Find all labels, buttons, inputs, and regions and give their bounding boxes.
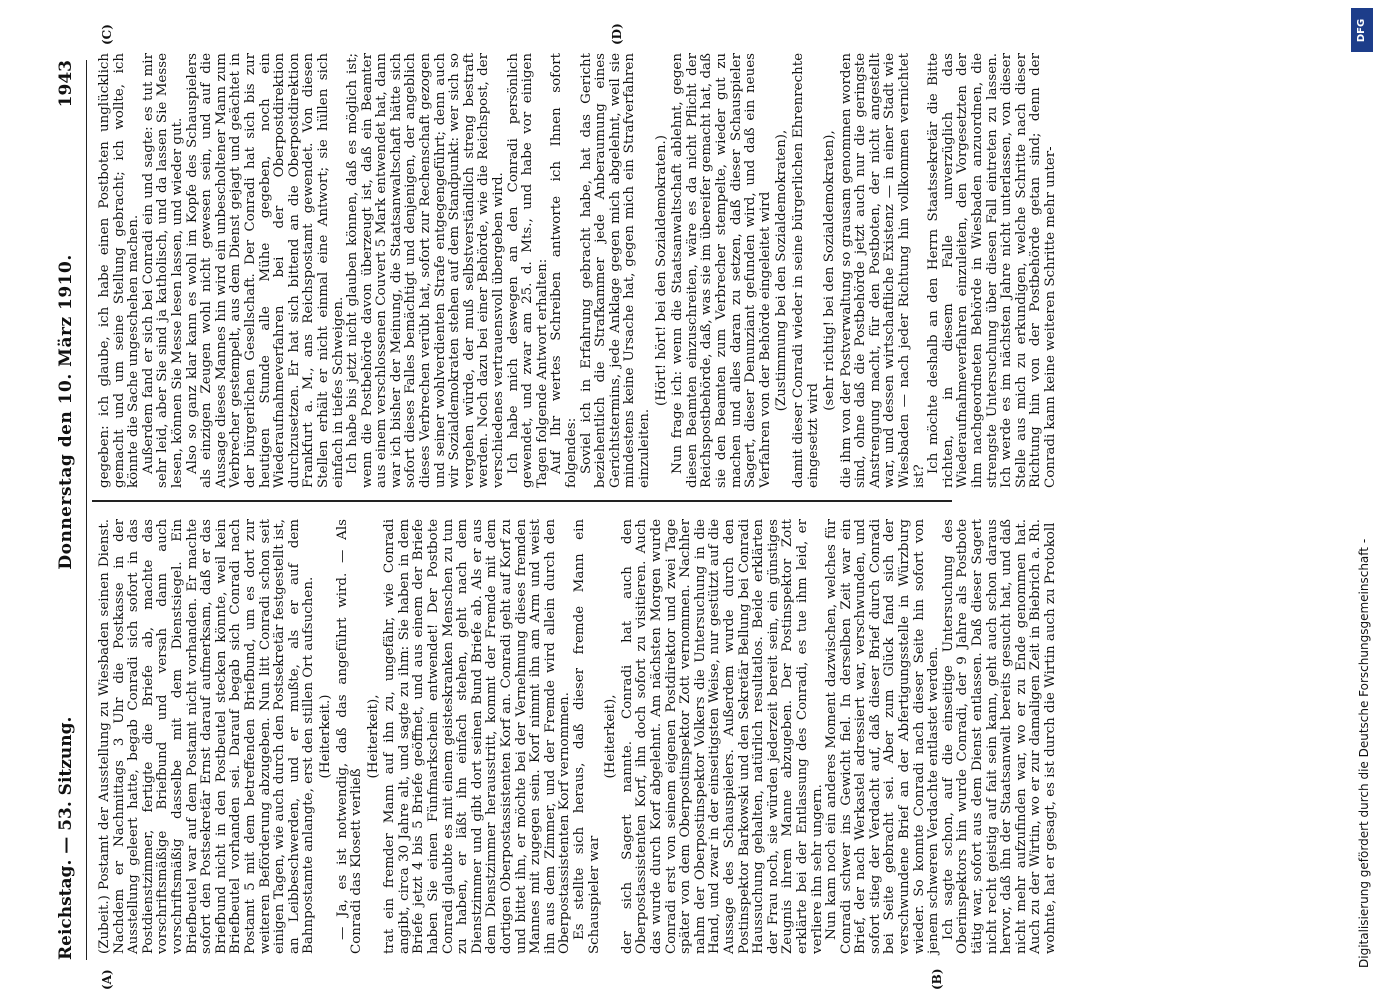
paragraph: gegeben: ich glaube, ich habe einen Postboten unglücklich gemacht und um seine Stellung gebracht; ich wollte, ich könnte die Sache ungeschehen machen. — [97, 53, 142, 488]
header-date: Donnerstag den 10. März 1910. — [56, 254, 76, 570]
dfg-logo: DFG — [1351, 8, 1373, 52]
paragraph: Außerdem fand er sich bei Conradi ein und sagte: es tut mir sehr leid, aber Sie sind ja katholisch, und da lassen Sie Messe lesen, können Sie Messe lesen lassen, und wieder gut. — [140, 53, 185, 488]
page-number: 1943 — [56, 60, 76, 108]
right-column — [97, 53, 1058, 488]
paragraph: Ich möchte deshalb an den Herrn Staatssekretär die Bitte richten, in diesem Falle unverzüglich das Wiederaufnahmeverfahren einzuleiten, den Vorgesetzten der ihm nachgeordneten Behörde in Wiesbaden anzuordnen, die strengste Untersuchung über diesen Fall eintreten zu lassen. Ich werde es im nächsten Jahre nicht unterlassen, von dieser Stelle aus mich zu erkundigen, welche Schritte nach dieser Richtung hin von der Postbehörde getan sind; denn der Conradi kann keine weiteren Schritte mehr unter- — [926, 53, 1058, 488]
interjection: (Heiterkeit), — [365, 694, 381, 779]
paragraph: Also so ganz klar kann es wohl im Kopfe des Schauspielers als einzigen Zeugen wohl nicht gewesen sein, und auf die Aussage dieses Mannes hin wird ein unbescholtener Mann zum Verbrecher gestempelt, aus dem Dienst gejagt und geächtet in der bürgerlichen Gesellschaft. Der Conradi hat sich bis zur heutigen Stunde alle Mühe gegeben, noch ein Wiederaufnahmeverfahren bei der Oberpostdirektion durchzusetzen. Er hat sich bittend an die Oberpostdirektion Frankfurt a. M., ans Reichspostamt gewendet. Von diesen Stellen erhält er nicht einmal eine Antwort; sie hüllen sich einfach in tiefes Schweigen. — [184, 53, 346, 488]
paragraph: der sich Sagert nannte. Conradi hat auch den Oberpostassistenten Korf, ihn doch sofort zu visitieren. Auch das wurde durch Korf abgelehnt. Am nächsten Morgen wurde Conradi erst von seinem eigenen Postdirektor und zwei Tage später von dem Oberpostinspektor Zott vernommen. Nachher nahm der Oberpostinspektor Volkers die Untersuchung in die Hand, und zwar in der einseitigsten Weise, nur gestützt auf die Aussage des Schauspielers. Außerdem wurde durch den Postinspektor Barkowski und den Sekretär Bellung bei Conradi Haussuchung gehalten, natürlich resultatlos. Beide erklärten der Frau noch, sie würden jederzeit bereit sein, ein günstiges Zeugnis ihrem Manne abzugeben. Der Postinspektor Zott erklärte bei der Entlassung des Conradi, es tue ihm leid, er verliere ihn sehr ungern. — [619, 519, 825, 954]
paragraph: Ich sagte schon, auf die einseitige Untersuchung des Oberinspektors hin wurde Conradi, der 9 Jahre als Postbote tätig war, sofort aus dem Dienst entlassen. Daß dieser Sagert nicht recht geistig auf fait sein kann, geht auch schon daraus hervor, daß ihn der Staatsanwalt bereits gesucht hat, und daß nicht mehr aufzufinden war, wo er zu Ende genommen hat. Auch zu der Wirtin, wo er zur damaligen Zeit in Biebrich a. Rh. wohnte, hat er gesagt, es ist durch die Wirtin auch zu Protokoll — [940, 519, 1058, 954]
quoted-heading: Auf Ihr wertes Schreiben antworte ich Ihnen sofort folgendes: — [549, 53, 579, 488]
digitization-note-text: Digitalisierung gefördert durch die Deutsche Forschungsgemeinschaft - — [1357, 538, 1371, 968]
margin-mark-c: (C) — [100, 24, 114, 45]
paragraph: Nun frage ich: wenn die Staatsanwaltschaft ablehnt, gegen diesen Beamten einzuschreiten, wäre es da nicht Pflicht der Reichspostbehörde, daß, was sie im übereifer gemacht hat, daß sie den Beamten zum Verbrecher stempelte, wieder gut zu machen und alles daran zu setzen, daß dieser Schauspieler Sagert, dieser Denunziant gefunden wird, und daß ein neues Verfahren von der Behörde eingeleitet wird — [670, 53, 773, 488]
paragraph: die ihm von der Postverwaltung so grausam genommen worden sind, ohne daß die Postbehörde jetzt auch nur die geringste Anstrengung macht, für den Postboten, der nicht angestellt war, und dessen wirtschaftliche Existenz — in einer Stadt wie Wiesbaden — nach jeder Richtung hin vollkommen vernichtet ist? — [838, 53, 927, 488]
interjection: (Heiterkeit.) — [317, 694, 333, 779]
margin-mark-d: (D) — [610, 23, 624, 45]
paragraph: Es stellte sich heraus, daß dieser fremde Mann ein Schauspieler war — [572, 519, 602, 954]
header-left: Reichstag. — 53. Sitzung. — [56, 716, 76, 960]
quoted-paragraph: Soviel ich in Erfahrung gebracht habe, hat das Gericht beziehentlich die Strafkammer jede Anberaumung eines Gerichtstermins, jede Anklage gegen mich abgelehnt, weil sie mindestens keine Ursache hat, gegen mich ein Strafverfahren einzuleiten. — [578, 53, 652, 488]
column-divider — [92, 500, 952, 502]
margin-mark-b: (B) — [930, 968, 944, 990]
digitization-note — [1349, 8, 1379, 988]
paragraph: trat ein fremder Mann auf ihn zu, ungefähr, wie Conradi angibt, circa 30 Jahre alt, und sagte zu ihm: Sie haben in dem Briefe jetzt 4 bis 5 Briefe geöffnet, und aus einem der Briefe haben Sie einen Fünfmarkschein entwendet! Der Postbote Conradi glaubte es mit einem geisteskranken Menschen zu tun zu haben, er läßt ihn einfach stehen, geht nach dem Dienstzimmer und gibt dort seinen Bund Briefe ab. Als er aus dem Dienstzimmer herausstritt, kommt der Fremde mit dem dortigen Oberpostassistenten Korf an. Conradi geht auf Korf zu und bittet ihn, er möchte bei der Vernehmung dieses fremden Mannes mit zugegen sein. Korf nimmt ihn am Arm und weist ihn aus dem Zimmer, und der Fremde wird allein durch den Oberpostassistenten Korf vernommen. — [382, 519, 573, 954]
paragraph: Ich habe mich deswegen an den Conradi persönlich gewendet, und zwar am 25. d. Mts., und habe vor einigen Tagen folgende Antwort erhalten: — [505, 53, 550, 488]
interjection: (sehr richtig! bei den Sozialdemokraten), — [822, 130, 838, 411]
paragraph: Ich habe bis jetzt nicht glauben können, daß es möglich ist; wenn die Postbehörde davon überzeugt ist, daß ein Beamter aus einem verschlossenen Couvert 5 Mark entwendet hat, dann war ich bisher der Meinung, die Staatsanwaltschaft hätte sich sofort dieses Falles bemächtigt und denjenigen, der angeblich dieses Verbrechen verübt hat, sofort zur Rechenschaft gezogen und seiner wohlverdienten Strafe entgegengeführt; denn auch wir Sozialdemokraten stehen auf dem Standpunkt: wer sich so vergehen würde, der muß selbstverständlich streng bestraft werden. Noch dazu bei einer Behörde, wie die Reichspost, der verschiedenes vertrauensvoll übergeben wird. — [345, 53, 507, 488]
paragraph: (Zubeit.) Postamt der Ausstellung zu Wiesbaden seinen Dienst. Nachdem er Nachmittags 3 Uhr die Postkasse in der Ausstellung geleert hatte, begab Conradi sich sofort in das Postdienstzimmer, fertigte die Briefe ab, machte das vorschriftsmäßige Briefbund und versah dann auch vorschriftsmäßig dasselbe mit dem Dienstsiegel. Ein Briefbeutel war auf dem Postamt nicht vorhanden. Er machte sofort den Postsekretär Ernst darauf aufmerksam, daß er das Briefbund nicht in den Postbeutel stecken könnte, weil kein Briefbeutel vorhanden sei. Darauf begab sich Conradi nach Postamt 5 mit dem betreffenden Briefbund, um es dort zur weiteren Beförderung abzugeben. Nun litt Conradi schon seit einigen Tagen, wie auch durch den Postsekretär festgestellt ist, an Leibbeschwerden, und er mußte, als er auf dem Bahnpostamte anlangte, erst den stillen Ort aufsuchen. — [97, 519, 317, 954]
interjection: (Zustimmung bei den Sozialdemokraten), — [774, 129, 790, 412]
left-column — [97, 519, 1058, 954]
paragraph: Nun kam noch ein anderes Moment dazwischen, welches für Conradi schwer ins Gewicht fiel. In derselben Zeit war ein Brief, der nach Werkastel adressiert war, verschwunden, und sofort stieg der Verdacht auf, daß dieser Brief durch Conradi bei Seite gebracht sei. Aber zum Glück fand sich der verschwundene Brief an der Abfertigungsstelle in Würzburg wieder. So konnte Conradi nach dieser Seite hin sofort von jenem schweren Verdachte entlastet werden. — [824, 519, 942, 954]
interjection: (Heiterkeit), — [603, 694, 619, 779]
paragraph: damit dieser Conradi wieder in seine bürgerlichen Ehrenrechte eingesetzt wird — [790, 53, 821, 488]
interjection: (Hört! hört! bei den Sozialdemokraten.) — [653, 135, 669, 406]
margin-mark-a: (A) — [100, 969, 114, 990]
page-header — [46, 60, 87, 960]
paragraph: — Ja, es ist notwendig, daß das angeführt wird. — Als Conradi das Klosett verließ — [334, 519, 365, 954]
